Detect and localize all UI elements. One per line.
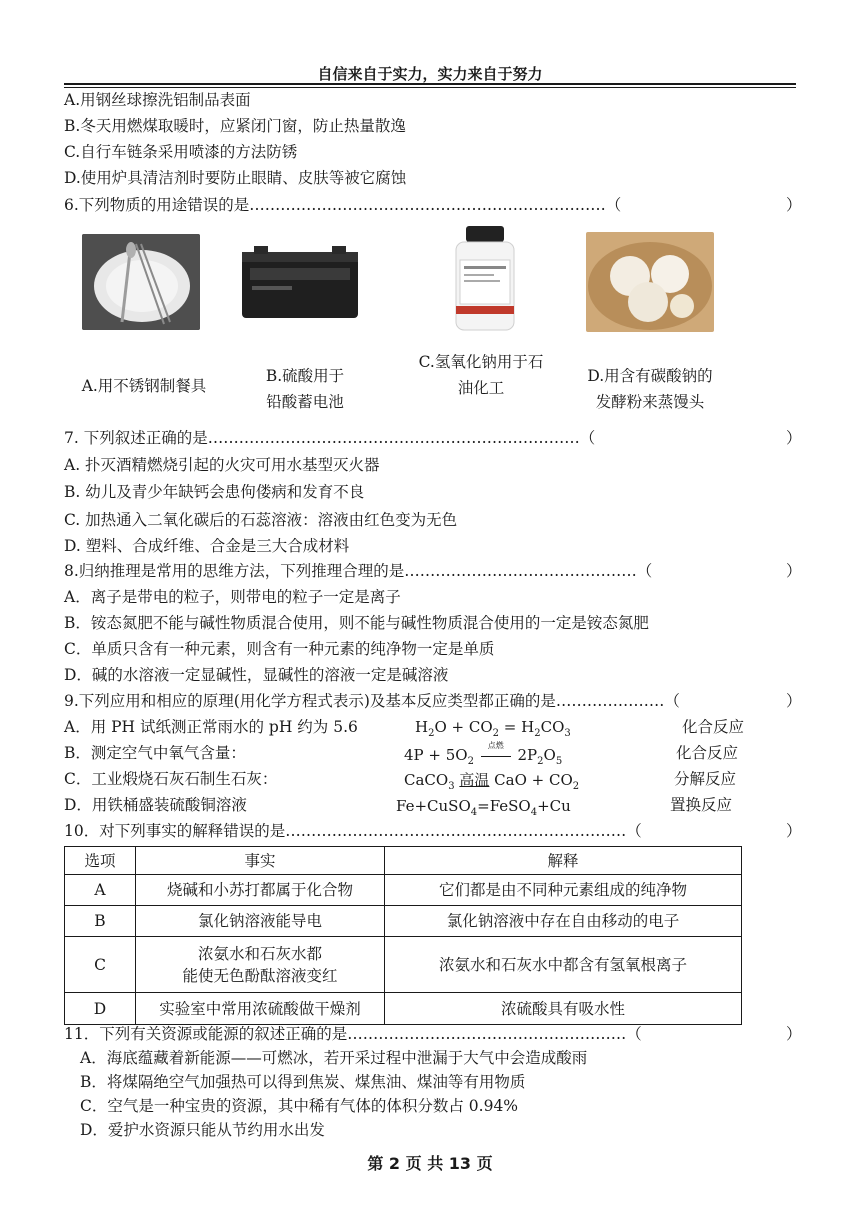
q11-option-c: C．空气是一种宝贵的资源，其中稀有气体的体积分数占 0.94% <box>80 1097 519 1115</box>
q10-stem: 10．对下列事实的解释错误的是…………………………………………………………（ <box>64 822 642 840</box>
q9-row-b-equation: $4P + 5O_2$ 点燃 $2P_2O_5$ <box>404 745 562 772</box>
q11-option-d: D．爱护水资源只能从节约用水出发 <box>80 1121 325 1139</box>
q9-row-b-type: 化合反应 <box>676 744 739 762</box>
q10-row-a-explanation: 它们都是由不同种元素组成的纯净物 <box>385 875 742 906</box>
q6-caption-b-line2: 铅酸蓄电池 <box>266 393 344 411</box>
page-number: 第 2 页 共 13 页 <box>367 1154 493 1173</box>
header-rule <box>64 83 796 85</box>
q9-row-c-type: 分解反应 <box>674 770 737 788</box>
q10-row-a-option: A <box>65 875 136 906</box>
q10-table-header-row <box>65 847 742 875</box>
table-row <box>65 906 742 937</box>
q9-answer-paren: ） <box>786 692 802 710</box>
table-row <box>65 875 742 906</box>
q6-caption-c-line2: 油化工 <box>457 379 505 397</box>
q10-header-fact: 事实 <box>136 847 385 875</box>
q5-option-d: D.使用炉具清洁剂时要防止眼睛、皮肤等被它腐蚀 <box>64 169 407 187</box>
q9-row-c-application: C．工业煅烧石灰石制生石灰： <box>64 770 278 788</box>
q10-row-c-fact <box>136 937 385 993</box>
q8-answer-paren: ） <box>786 562 802 580</box>
q7-option-c: C. 加热通入二氧化碳后的石蕊溶液：溶液由红色变为无色 <box>64 511 458 529</box>
q6-answer-paren: ） <box>786 196 802 214</box>
q7-option-d: D. 塑料、合成纤维、合金是三大合成材料 <box>64 537 350 555</box>
q6-caption-d-line1: D.用含有碳酸钠的 <box>587 367 713 385</box>
q9-stem: 9.下列应用和相应的原理(用化学方程式表示)及基本反应类型都正确的是…………………（ <box>64 692 680 710</box>
q8-option-a: A．离子是带电的粒子，则带电的粒子一定是离子 <box>64 588 401 606</box>
q11-option-a: A．海底蕴藏着新能源——可燃冰，若开采过程中泄漏于大气中会造成酸雨 <box>80 1049 588 1067</box>
q7-option-a: A. 扑灭酒精燃烧引起的火灾可用水基型灭火器 <box>64 456 380 474</box>
q9-row-b-application: B．测定空气中氧气含量： <box>64 744 246 762</box>
q10-row-d-option: D <box>65 993 136 1025</box>
table-row <box>65 993 742 1025</box>
q10-row-b-option: B <box>65 906 136 937</box>
q10-table <box>64 846 742 1025</box>
q10-row-c-fact-line2: 能使无色酚酞溶液变红 <box>182 966 338 985</box>
q10-row-b-explanation: 氯化钠溶液中存在自由移动的电子 <box>385 906 742 937</box>
q5-option-a: A.用钢丝球擦洗铝制品表面 <box>64 91 251 109</box>
q7-answer-paren: ） <box>786 429 802 447</box>
q5-option-b: B.冬天用燃煤取暖时，应紧闭门窗，防止热量散逸 <box>64 117 406 135</box>
q8-option-c: C．单质只含有一种元素，则含有一种元素的纯净物一定是单质 <box>64 640 495 658</box>
q11-option-b: B．将煤隔绝空气加强热可以得到焦炭、煤焦油、煤油等有用物质 <box>80 1073 526 1091</box>
q9-condition-heat: 高温 <box>459 771 490 789</box>
q7-stem: 7. 下列叙述正确的是………………………………………………………………（ <box>64 429 596 447</box>
q10-row-c-option: C <box>65 937 136 993</box>
q11-stem: 11．下列有关资源或能源的叙述正确的是………………………………………………（ <box>64 1025 642 1043</box>
q9-row-d-type: 置换反应 <box>670 796 733 814</box>
q10-answer-paren: ） <box>786 822 802 840</box>
q11-answer-paren: ） <box>786 1025 802 1043</box>
q10-row-d-explanation: 浓硫酸具有吸水性 <box>385 993 742 1025</box>
q9-row-d-equation: Fe+CuSO$_4$=FeSO$_4$+Cu <box>396 797 571 818</box>
q6-caption-b-line1: B.硫酸用于 <box>265 367 345 385</box>
q7-option-b: B. 幼儿及青少年缺钙会患佝偻病和发育不良 <box>64 483 365 501</box>
q6-caption-d-line2: 发酵粉来蒸馒头 <box>595 393 705 411</box>
tableware-image <box>82 234 200 330</box>
page-header-motto: 自信来自于实力，实力来自于努力 <box>317 65 543 83</box>
q9-row-a-application: A．用 PH 试纸测正常雨水的 pH 约为 5.6 <box>64 718 358 736</box>
lead-acid-battery-image <box>240 246 360 322</box>
q6-stem: 6.下列物质的用途错误的是……………………………………………………………（ <box>64 196 622 214</box>
q10-row-d-fact: 实验室中常用浓硫酸做干燥剂 <box>136 993 385 1025</box>
q9-row-c-equation: CaCO$_3$ 高温 CaO + $CO_2$ <box>404 771 580 792</box>
q5-option-c: C.自行车链条采用喷漆的方法防锈 <box>64 143 298 161</box>
q8-option-b: B．铵态氮肥不能与碱性物质混合使用，则不能与碱性物质混合使用的一定是铵态氮肥 <box>64 614 649 632</box>
q9-row-d-application: D．用铁桶盛装硫酸铜溶液 <box>64 796 247 814</box>
q8-stem: 8.归纳推理是常用的思维方法，下列推理合理的是………………………………………（ <box>64 562 653 580</box>
sodium-hydroxide-bottle-image <box>452 226 518 332</box>
table-row <box>65 937 742 993</box>
q10-row-c-explanation: 浓氨水和石灰水中都含有氢氧根离子 <box>385 937 742 993</box>
q9-condition-ignite: 点燃 <box>487 741 504 750</box>
q9-row-a-equation: $H_2O + CO_2 = H_2CO_3$ <box>415 718 571 739</box>
q8-option-d: D．碱的水溶液一定显碱性，显碱性的溶液一定是碱溶液 <box>64 666 449 684</box>
q6-caption-c-line1: C.氢氧化钠用于石 <box>418 353 544 371</box>
q10-header-option: 选项 <box>65 847 136 875</box>
q6-caption-a: A.用不锈钢制餐具 <box>81 377 207 395</box>
q10-header-explanation: 解释 <box>385 847 742 875</box>
q9-row-a-type: 化合反应 <box>682 718 745 736</box>
q10-row-c-fact-line1: 浓氨水和石灰水都 <box>197 944 322 963</box>
header-rule-thin <box>64 87 796 88</box>
q10-row-b-fact: 氯化钠溶液能导电 <box>136 906 385 937</box>
q10-row-a-fact: 烧碱和小苏打都属于化合物 <box>136 875 385 906</box>
steamed-buns-image <box>586 232 714 332</box>
